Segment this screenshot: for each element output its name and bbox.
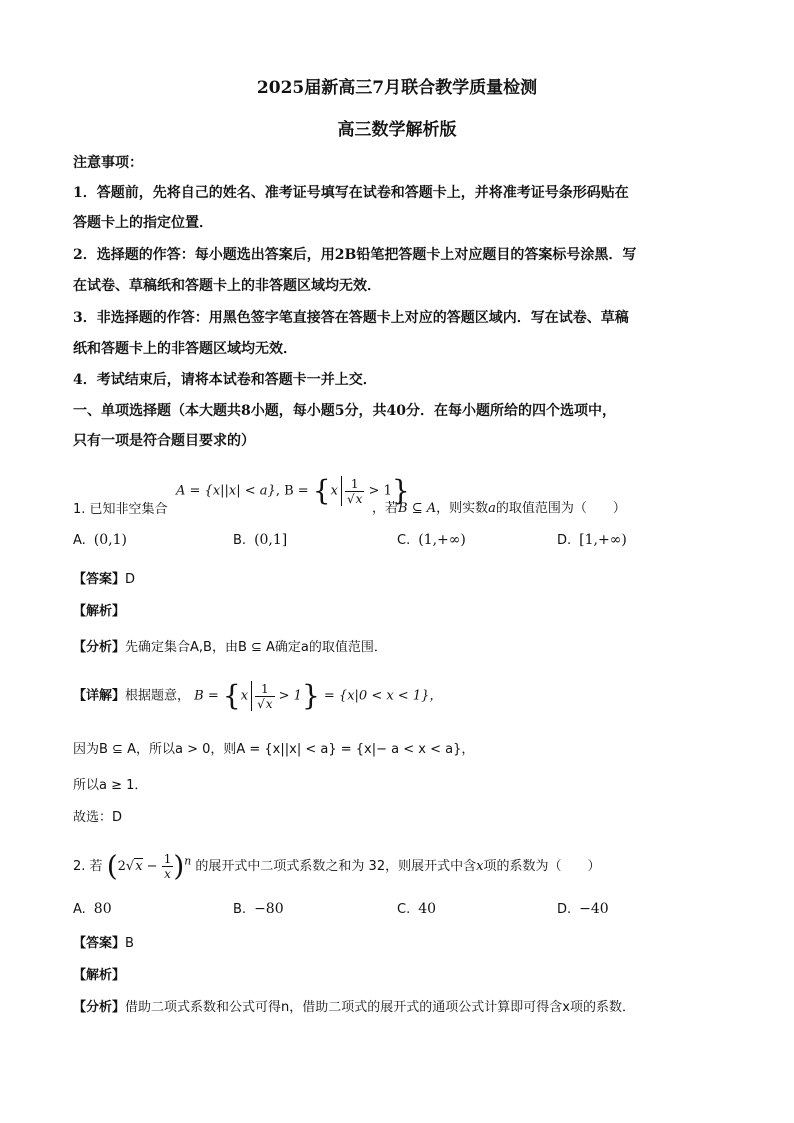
- q1-stem-suffix: ，若B ⊆ A，则实数a的取值范围为（ ）: [372, 501, 626, 516]
- notice-item-4: 4．考试结束后，请将本试卷和答题卡一并上交．: [73, 372, 377, 388]
- q1-fenxi: 【分析】先确定集合A,B，由B ⊆ A确定a的取值范围．: [73, 640, 387, 655]
- notice-heading: 注意事项：: [73, 155, 143, 171]
- q1-xiangjie: 【详解】根据题意， B = {x $\frac{1}{√x}$ > 1} = {x|0 < x < 1}，: [73, 679, 443, 712]
- q2-option-d: D. −40: [557, 901, 609, 917]
- notice-item-2-line-2: 在试卷、草稿纸和答题卡上的非答题区域均无效．: [73, 278, 381, 294]
- section-heading-line-1: 一、单项选择题（本大题共8小题，每小题5分，共40分．在每小题所给的四个选项中，: [73, 403, 616, 419]
- notice-item-1-line-1: 1．答题前，先将自己的姓名、准考证号填写在试卷和答题卡上，并将准考证号条形码贴在: [73, 185, 629, 201]
- q1-stem-prefix: 1. 已知非空集合: [73, 502, 168, 517]
- notice-item-2-line-1: 2．选择题的作答：每小题选出答案后，用2B铅笔把答题卡上对应题目的答案标号涂黑．写: [73, 247, 637, 263]
- page-title: 2025届新高三7月联合教学质量检测: [256, 78, 538, 98]
- q1-option-c: C. (1,+∞): [397, 532, 466, 548]
- q1-option-d: D. [1,+∞): [557, 532, 627, 548]
- q2-fenxi: 【分析】借助二项式系数和公式可得n，借助二项式的展开式的通项公式计算即可得含x项的系数．: [73, 1000, 635, 1015]
- q2-stem: 2. 若 (2√x − $\frac{1}{x}$ )$^n$ 的展开式中二项式系数之和为 32，则展开式中含x项的系数为（ ）: [73, 849, 601, 883]
- q1-option-b: B. (0,1]: [233, 532, 288, 548]
- notice-item-3-line-2: 纸和答题卡上的非答题区域均无效．: [73, 341, 297, 357]
- q1-option-a: A. (0,1): [73, 532, 127, 548]
- q2-option-c: C. 40: [397, 901, 437, 917]
- q2-option-b: B. −80: [233, 901, 284, 917]
- q1-jiexi-tag: 【解析】: [73, 604, 126, 619]
- q1-choose: 故选：D: [73, 810, 123, 825]
- notice-item-1-line-2: 答题卡上的指定位置．: [73, 215, 213, 231]
- notice-item-3-line-1: 3．非选择题的作答：用黑色签字笔直接答在答题卡上对应的答题区域内．写在试卷、草稿: [73, 310, 629, 326]
- q1-step-3: 所以a ≥ 1．: [73, 778, 148, 793]
- q1-answer: 【答案】D: [73, 572, 136, 587]
- q1-set-a: A = {x||x| < a}, B = {x $\frac{1}{√x}$ > 1}: [176, 474, 410, 507]
- q1-step-2: 因为B ⊆ A，所以a > 0，则A = {x||x| < a} = {x|− a < x < a}，: [73, 742, 475, 757]
- page-subtitle: 高三数学解析版: [337, 120, 457, 140]
- q2-jiexi-tag: 【解析】: [73, 968, 126, 983]
- q2-option-a: A. 80: [73, 901, 112, 917]
- q2-answer: 【答案】B: [73, 936, 134, 951]
- section-heading-line-2: 只有一项是符合题目要求的）: [73, 433, 255, 449]
